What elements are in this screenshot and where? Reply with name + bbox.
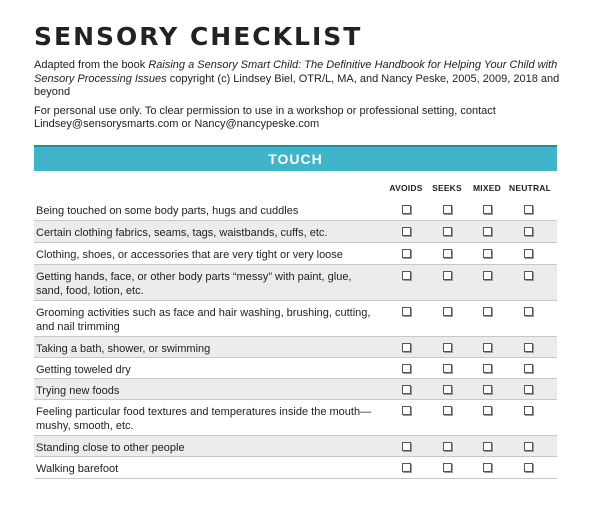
checklist-row [34, 457, 557, 479]
item-label: Taking a bath, shower, or swimming [36, 343, 211, 355]
checkbox-avoids[interactable] [402, 463, 411, 472]
intro-text [34, 59, 574, 137]
checkbox-seeks[interactable] [443, 463, 452, 472]
item-label: Being touched on some body parts, hugs and cuddles [36, 205, 299, 217]
checkbox-mixed[interactable] [483, 271, 492, 280]
checkbox-neutral[interactable] [524, 442, 533, 451]
checkbox-avoids[interactable] [402, 205, 411, 214]
checkbox-avoids[interactable] [402, 249, 411, 258]
checkbox-seeks[interactable] [443, 406, 452, 415]
checkbox-seeks[interactable] [443, 205, 452, 214]
book-title: Raising a Sensory Smart Child: The Definitive Handbook for Helping Your Child with Sensory Processing Issues [34, 59, 558, 85]
checkbox-mixed[interactable] [483, 249, 492, 258]
attribution [34, 59, 574, 100]
checkbox-neutral[interactable] [524, 385, 533, 394]
checkbox-seeks[interactable] [443, 249, 452, 258]
checklist-row [34, 400, 557, 436]
checkbox-mixed[interactable] [483, 385, 492, 394]
checkbox-neutral[interactable] [524, 343, 533, 352]
checkbox-avoids[interactable] [402, 385, 411, 394]
checkbox-seeks[interactable] [443, 271, 452, 280]
checkbox-seeks[interactable] [443, 442, 452, 451]
checkbox-seeks[interactable] [443, 307, 452, 316]
checkbox-avoids[interactable] [402, 271, 411, 280]
attribution-prefix: Adapted from the book [34, 59, 149, 71]
item-label: Feeling particular food textures and temperatures inside the mouth—mushy, smooth, etc. [36, 406, 372, 432]
attribution-suffix: copyright (c) Lindsey Biel, OTR/L, MA, and Nancy Peske, 2005, 2009, 2018 and beyond [34, 72, 560, 98]
item-label: Certain clothing fabrics, seams, tags, waistbands, cuffs, etc. [36, 227, 328, 239]
checklist-row [34, 243, 557, 265]
item-label: Standing close to other people [36, 442, 185, 454]
checkbox-seeks[interactable] [443, 385, 452, 394]
column-header-avoids: AVOIDS [389, 183, 423, 193]
section-title: TOUCH [268, 151, 323, 167]
checkbox-avoids[interactable] [402, 442, 411, 451]
permission-note: For personal use only. To clear permission to use in a workshop or professional setting, contact Lindsey@sensorysmarts.com or Nancy@nancypeske.com [34, 104, 496, 130]
checkbox-mixed[interactable] [483, 442, 492, 451]
checklist-row [34, 199, 557, 221]
checkbox-avoids[interactable] [402, 307, 411, 316]
checklist-row [34, 379, 557, 400]
checkbox-neutral[interactable] [524, 205, 533, 214]
column-header-neutral: NEUTRAL [509, 183, 552, 193]
item-label: Trying new foods [36, 385, 120, 397]
column-header-seeks: SEEKS [432, 183, 462, 193]
checklist-row [34, 221, 557, 243]
checkbox-mixed[interactable] [483, 364, 492, 373]
section-header-touch [34, 145, 557, 171]
checkbox-seeks[interactable] [443, 364, 452, 373]
checkbox-seeks[interactable] [443, 227, 452, 236]
checkbox-neutral[interactable] [524, 364, 533, 373]
checklist-row [34, 436, 557, 457]
checklist-row [34, 358, 557, 379]
checkbox-mixed[interactable] [483, 463, 492, 472]
checklist-row [34, 337, 557, 358]
checkbox-seeks[interactable] [443, 343, 452, 352]
checkbox-neutral[interactable] [524, 463, 533, 472]
checkbox-neutral[interactable] [524, 227, 533, 236]
column-header-mixed: MIXED [473, 183, 501, 193]
checkbox-mixed[interactable] [483, 205, 492, 214]
checkbox-avoids[interactable] [402, 406, 411, 415]
item-label: Clothing, shoes, or accessories that are very tight or very loose [36, 249, 343, 261]
item-label: Getting hands, face, or other body parts “messy” with paint, glue, sand, food, lotion, etc. [36, 271, 352, 297]
checklist-row [34, 265, 557, 301]
checkbox-avoids[interactable] [402, 343, 411, 352]
checkbox-neutral[interactable] [524, 249, 533, 258]
checkbox-mixed[interactable] [483, 406, 492, 415]
checkbox-neutral[interactable] [524, 307, 533, 316]
item-label: Getting toweled dry [36, 364, 131, 376]
checkbox-neutral[interactable] [524, 271, 533, 280]
item-label: Walking barefoot [36, 463, 119, 475]
item-label: Grooming activities such as face and hair washing, brushing, cutting, and nail trimming [36, 307, 371, 333]
checkbox-avoids[interactable] [402, 364, 411, 373]
checkbox-mixed[interactable] [483, 307, 492, 316]
checkbox-avoids[interactable] [402, 227, 411, 236]
checkbox-mixed[interactable] [483, 343, 492, 352]
checkbox-neutral[interactable] [524, 406, 533, 415]
checklist-row [34, 301, 557, 337]
page-title: SENSORY CHECKLIST [34, 22, 363, 51]
checklist-rows [34, 199, 557, 479]
checkbox-mixed[interactable] [483, 227, 492, 236]
